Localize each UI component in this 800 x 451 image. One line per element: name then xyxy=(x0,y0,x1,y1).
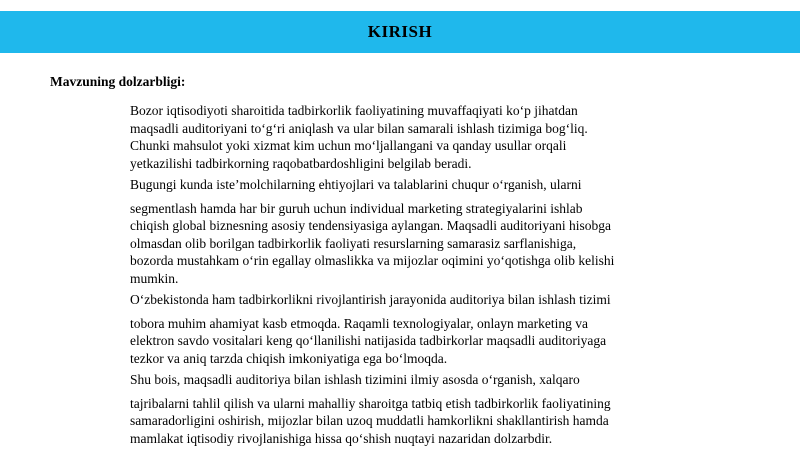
text-line: maqsadli auditoriyani toʻgʻri aniqlash va ular bilan samarali ishlash tizimiga bogʻliq. xyxy=(130,120,588,136)
text-line: Chunki mahsulot yoki xizmat kim uchun moʻljallangani va qanday usullar orqali xyxy=(130,138,567,153)
text-line: Shu bois, maqsadli auditoriya bilan ishlash tizimini ilmiy asosda oʻrganish, xalqaro xyxy=(130,372,580,387)
title-banner xyxy=(0,11,800,53)
text-line: yetkazilishi tadbirkorning raqobatbardoshligini belgilab beradi. xyxy=(130,155,472,171)
section-heading: Mavzuning dolzarbligi: xyxy=(50,74,186,89)
text-line: mamlakat iqtisodiy rivojlanishiga hissa qoʻshish nuqtayi nazaridan dolzarbdir. xyxy=(130,430,553,446)
text-line: tobora muhim ahamiyat kasb etmoqda. Raqamli texnologiyalar, onlayn marketing va xyxy=(130,315,588,331)
text-line: tajribalarni tahlil qilish va ularni mahalliy sharoitga tatbiq etish tadbirkorlik faoliyatining xyxy=(130,395,611,411)
paragraph-1 xyxy=(130,102,670,172)
text-line: tezkor va aniq tarzda chiqish imkoniyatiga ega boʻlmoqda. xyxy=(130,350,448,366)
paragraph-4 xyxy=(130,371,670,447)
text-line: samaradorligini oshirish, mijozlar bilan uzoq muddatli hamkorlikni shakllantirish hamda xyxy=(130,413,609,428)
page-title: KIRISH xyxy=(367,22,433,41)
text-line: bozorda mustahkam oʻrin egallay olmaslikka va mijozlar oqimini yoʻqotishga olib kelishi xyxy=(130,253,615,268)
text-line: segmentlash hamda har bir guruh uchun individual marketing strategiyalarini ishlab xyxy=(130,200,583,216)
text-line: Bugungi kunda isteʼmolchilarning ehtiyojlari va talablarini chuqur oʻrganish, ularni xyxy=(130,177,582,192)
text-line: Bozor iqtisodiyoti sharoitida tadbirkorlik faoliyatining muvaffaqiyati koʻp jihatdan xyxy=(130,103,578,118)
paragraph-2 xyxy=(130,176,670,287)
text-line: chiqish global biznesning asosiy tendensiyasiga aylangan. Maqsadli auditoriyani hisobga xyxy=(130,218,612,233)
text-line: elektron savdo vositalari keng qoʻllanilishi natijasida tadbirkorlar maqsadli auditoriyaga xyxy=(130,333,607,348)
text-line: olmasdan olib borilgan tadbirkorlik faoliyati resurslarning samarasiz sarflanishiga, xyxy=(130,235,577,251)
paragraph-3 xyxy=(130,291,670,367)
text-line: Oʻzbekistonda ham tadbirkorlikni rivojlantirish jarayonida auditoriya bilan ishlash tizimi xyxy=(130,292,611,307)
text-line: mumkin. xyxy=(130,270,179,286)
body-text xyxy=(130,102,670,451)
